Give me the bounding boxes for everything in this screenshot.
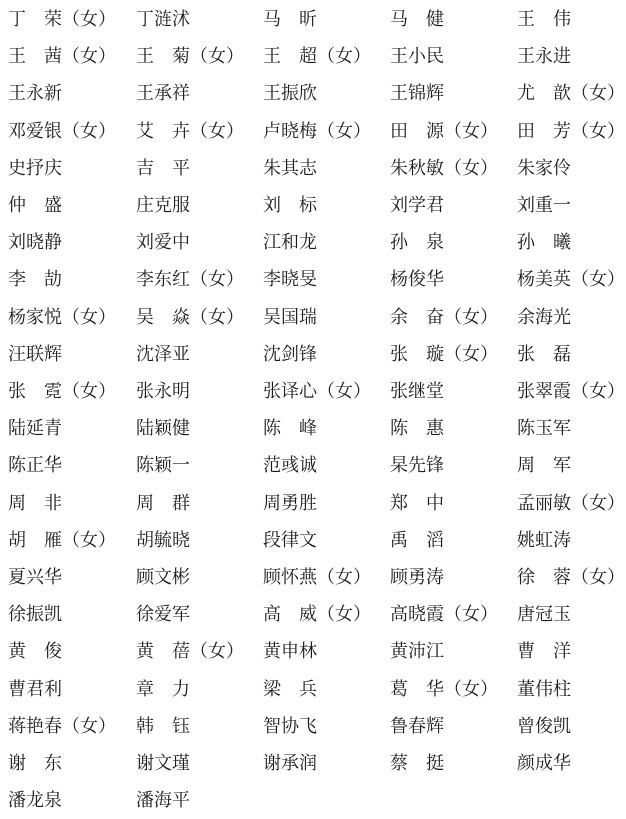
name-entry: 刘重一 <box>517 195 571 216</box>
name-entry: 徐爱军 <box>136 604 190 626</box>
name-entry: 谢 东 <box>8 753 62 774</box>
name-entry: 张继堂 <box>390 381 444 402</box>
name-entry: 艾 卉（女） <box>136 120 244 142</box>
name-entry: 丁 荣（女） <box>8 9 116 30</box>
name-entry: 孟丽敏（女） <box>517 492 625 514</box>
name-entry: 潘龙泉 <box>8 790 62 812</box>
name-entry: 张永明 <box>136 381 190 402</box>
name-entry: 高晓霞（女） <box>390 604 498 626</box>
name-entry: 陆颖健 <box>136 418 190 440</box>
name-entry: 葛 华（女） <box>390 678 498 700</box>
name-entry: 杨美英（女） <box>517 269 625 291</box>
name-entry: 刘晓静 <box>8 232 62 254</box>
name-entry: 张 磊 <box>517 343 571 365</box>
name-entry: 陈颖一 <box>136 455 190 477</box>
name-entry: 尤 歆（女） <box>517 83 625 105</box>
name-entry: 朱秋敏（女） <box>390 157 498 179</box>
name-entry: 张 霓（女） <box>8 381 116 402</box>
name-entry: 蔡 挺 <box>390 753 444 774</box>
name-row <box>0 745 626 782</box>
name-entry: 仲 盛 <box>8 195 62 216</box>
name-entry: 沈剑锋 <box>263 343 317 365</box>
name-entry: 王振欣 <box>263 83 317 105</box>
name-entry: 陆延青 <box>8 418 62 440</box>
name-row <box>0 410 626 447</box>
name-entry: 余 奋（女） <box>390 306 498 328</box>
name-entry: 胡毓晓 <box>136 529 190 551</box>
name-entry: 曹君利 <box>8 678 62 700</box>
name-entry: 王小民 <box>390 46 444 68</box>
name-entry: 蒋艳春（女） <box>8 715 116 737</box>
name-entry: 杲先锋 <box>390 455 444 477</box>
name-entry: 丁涟沭 <box>136 9 190 30</box>
name-entry: 王 茜（女） <box>8 46 116 68</box>
name-entry: 姚虹涛 <box>517 529 571 551</box>
name-entry: 韩 钰 <box>136 715 190 737</box>
name-entry: 庄克服 <box>136 195 190 216</box>
name-entry: 禹 滔 <box>390 529 444 551</box>
name-entry: 顾怀燕（女） <box>263 567 371 588</box>
name-entry: 王 伟 <box>517 9 571 30</box>
name-entry: 高 威（女） <box>263 604 371 626</box>
name-row <box>0 782 626 819</box>
name-row <box>0 38 626 75</box>
name-row <box>0 522 626 559</box>
name-entry: 黄 俊 <box>8 641 62 663</box>
name-entry: 黄沛江 <box>390 641 444 663</box>
name-entry: 曾俊凯 <box>517 715 571 737</box>
name-entry: 孙 泉 <box>390 232 444 254</box>
name-entry: 张 璇（女） <box>390 343 498 365</box>
name-entry: 张翠霞（女） <box>517 381 625 402</box>
name-entry: 谢文瑾 <box>136 753 190 774</box>
name-entry: 郑 中 <box>390 492 444 514</box>
name-entry: 朱其志 <box>263 157 317 179</box>
name-entry: 曹 洋 <box>517 641 571 663</box>
name-row <box>0 447 626 484</box>
name-row <box>0 671 626 708</box>
name-entry: 王 超（女） <box>263 46 371 68</box>
name-entry: 顾文彬 <box>136 567 190 588</box>
name-entry: 刘 标 <box>263 195 317 216</box>
name-row <box>0 150 626 187</box>
name-entry: 陈 峰 <box>263 418 317 440</box>
name-entry: 颜成华 <box>517 753 571 774</box>
name-entry: 段律文 <box>263 529 317 551</box>
name-row <box>0 596 626 633</box>
name-entry: 徐振凯 <box>8 604 62 626</box>
name-entry: 王锦辉 <box>390 83 444 105</box>
name-entry: 鲁春辉 <box>390 715 444 737</box>
name-row <box>0 1 626 38</box>
name-entry: 智协飞 <box>263 715 317 737</box>
name-entry: 梁 兵 <box>263 678 317 700</box>
name-row <box>0 113 626 150</box>
name-entry: 陈正华 <box>8 455 62 477</box>
name-entry: 董伟柱 <box>517 678 571 700</box>
name-row <box>0 261 626 298</box>
name-entry: 田 芳（女） <box>517 120 625 142</box>
name-entry: 马 昕 <box>263 9 317 30</box>
name-row <box>0 224 626 261</box>
name-entry: 李 劼 <box>8 269 62 291</box>
name-entry: 章 力 <box>136 678 190 700</box>
name-entry: 余海光 <box>517 306 571 328</box>
name-entry: 刘学君 <box>390 195 444 216</box>
name-entry: 江和龙 <box>263 232 317 254</box>
name-entry: 田 源（女） <box>390 120 498 142</box>
name-row <box>0 75 626 112</box>
name-entry: 夏兴华 <box>8 567 62 588</box>
name-row <box>0 633 626 670</box>
name-entry: 张译心（女） <box>263 381 371 402</box>
name-entry: 黄 蓓（女） <box>136 641 244 663</box>
name-entry: 吴 焱（女） <box>136 306 244 328</box>
name-entry: 刘爱中 <box>136 232 190 254</box>
name-entry: 吴国瑞 <box>263 306 317 328</box>
name-entry: 王 菊（女） <box>136 46 244 68</box>
name-entry: 朱家伶 <box>517 157 571 179</box>
name-entry: 吉 平 <box>136 157 190 179</box>
name-entry: 沈泽亚 <box>136 343 190 365</box>
name-row <box>0 559 626 596</box>
name-entry: 史抒庆 <box>8 157 62 179</box>
name-entry: 李东红（女） <box>136 269 244 291</box>
name-entry: 杨家悦（女） <box>8 306 116 328</box>
name-entry: 孙 曦 <box>517 232 571 254</box>
name-entry: 黄申林 <box>263 641 317 663</box>
name-entry: 王永进 <box>517 46 571 68</box>
name-entry: 陈玉军 <box>517 418 571 440</box>
name-entry: 潘海平 <box>136 790 190 812</box>
name-entry: 唐冠玉 <box>517 604 571 626</box>
name-entry: 陈 惠 <box>390 418 444 440</box>
name-entry: 卢晓梅（女） <box>263 120 371 142</box>
name-entry: 汪联辉 <box>8 343 62 365</box>
name-entry: 谢承润 <box>263 753 317 774</box>
name-entry: 杨俊华 <box>390 269 444 291</box>
name-entry: 顾勇涛 <box>390 567 444 588</box>
name-row <box>0 373 626 410</box>
name-row <box>0 336 626 373</box>
name-entry: 徐 蓉（女） <box>517 567 625 588</box>
name-entry: 范彧诚 <box>263 455 317 477</box>
name-entry: 周勇胜 <box>263 492 317 514</box>
name-row <box>0 187 626 224</box>
name-entry: 李晓旻 <box>263 269 317 291</box>
name-entry: 马 健 <box>390 9 444 30</box>
name-entry: 周 军 <box>517 455 571 477</box>
name-row <box>0 708 626 745</box>
name-entry: 王永新 <box>8 83 62 105</box>
name-entry: 邓爱银（女） <box>8 120 116 142</box>
name-row <box>0 485 626 522</box>
name-entry: 周 非 <box>8 492 62 514</box>
name-entry: 胡 雁（女） <box>8 529 116 551</box>
name-entry: 王承祥 <box>136 83 190 105</box>
name-row <box>0 299 626 336</box>
name-entry: 周 群 <box>136 492 190 514</box>
